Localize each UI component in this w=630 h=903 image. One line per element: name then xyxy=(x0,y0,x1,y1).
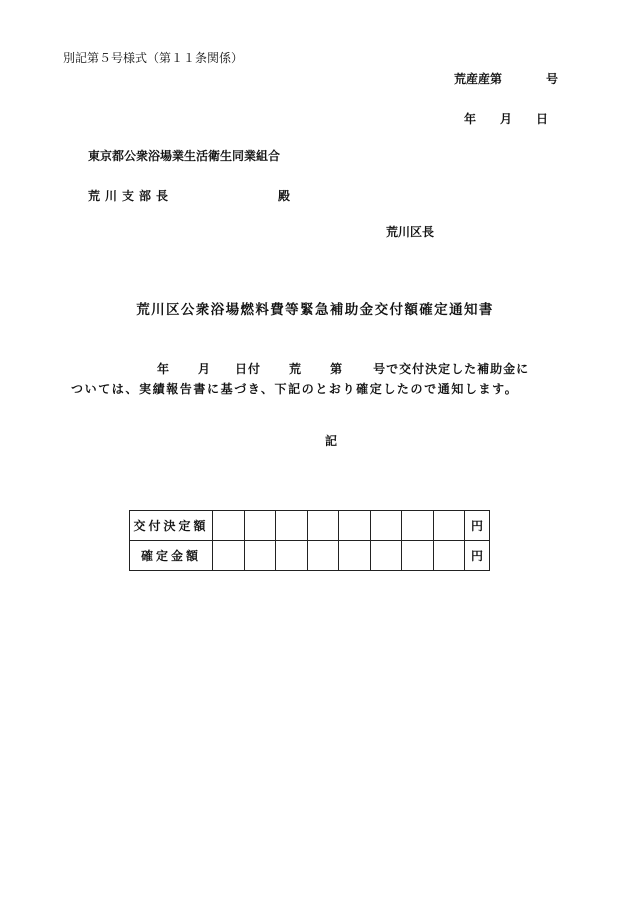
document-date xyxy=(464,110,548,127)
digit-cell xyxy=(213,511,245,541)
table-row xyxy=(130,541,490,571)
date-month: 月 xyxy=(499,112,512,126)
sender: 荒川区長 xyxy=(386,225,435,239)
digit-cell xyxy=(339,541,371,571)
body-office-prefix: 荒 xyxy=(289,362,303,376)
unit-yen: 円 xyxy=(465,541,490,571)
digit-cell xyxy=(339,511,371,541)
digit-cell xyxy=(402,541,434,571)
recipient-title: 荒川支部長 xyxy=(88,189,174,203)
body-number-prefix: 第 xyxy=(330,362,344,376)
digit-cell xyxy=(402,511,434,541)
digit-cell xyxy=(307,511,339,541)
form-label: 別記第５号様式（第１１条関係） xyxy=(63,51,244,65)
digit-cell xyxy=(433,511,465,541)
digit-cell xyxy=(370,541,402,571)
body-line-2: ついては、実績報告書に基づき、下記のとおり確定したので通知します。 xyxy=(71,382,519,396)
ki-heading: 記 xyxy=(324,434,337,448)
digit-cell xyxy=(307,541,339,571)
digit-cell xyxy=(244,541,276,571)
amount-table xyxy=(129,510,490,571)
row-label-confirmed-amount: 確定金額 xyxy=(130,541,213,571)
digit-cell xyxy=(276,511,308,541)
recipient-organization: 東京都公衆浴場業生活衛生同業組合 xyxy=(88,149,281,163)
row-label-decided-amount: 交付決定額 xyxy=(130,511,213,541)
digit-cell xyxy=(276,541,308,571)
table-row xyxy=(130,511,490,541)
digit-cell xyxy=(370,511,402,541)
body-line-1 xyxy=(157,360,529,377)
body-month: 月 xyxy=(198,362,212,376)
date-year: 年 xyxy=(463,112,476,126)
date-day: 日 xyxy=(535,112,548,126)
digit-cell xyxy=(244,511,276,541)
digit-cell xyxy=(213,541,245,571)
unit-yen: 円 xyxy=(465,511,490,541)
body-line-1-rest: 号で交付決定した補助金に xyxy=(373,362,530,376)
body-date-suffix: 日付 xyxy=(235,362,262,376)
document-number-prefix: 荒産産第 xyxy=(453,72,502,86)
document-title: 荒川区公衆浴場燃料費等緊急補助金交付額確定通知書 xyxy=(136,302,494,318)
recipient-honorific: 殿 xyxy=(278,189,291,203)
document-number xyxy=(454,70,558,87)
document-number-suffix: 号 xyxy=(545,72,558,86)
body-year: 年 xyxy=(157,362,171,376)
digit-cell xyxy=(433,541,465,571)
